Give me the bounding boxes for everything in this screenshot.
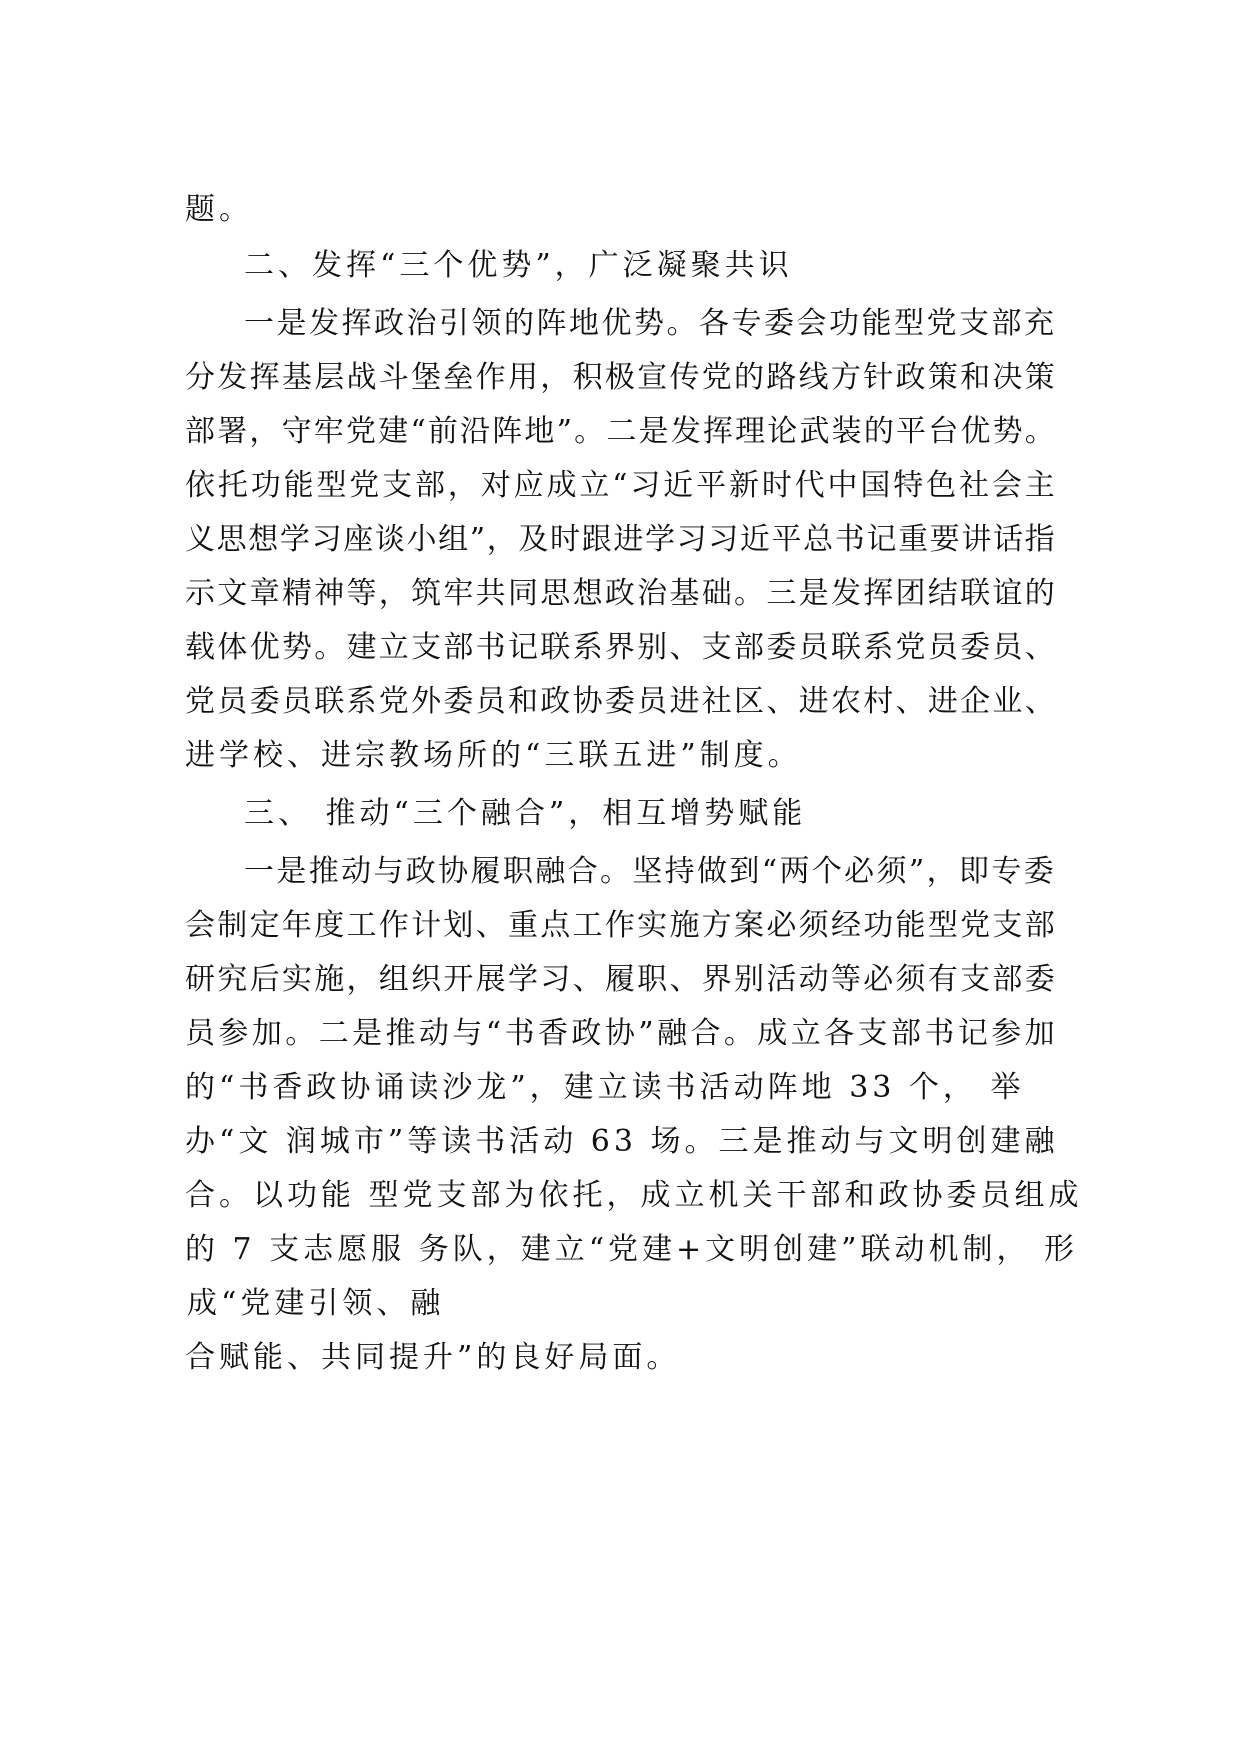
text-line: 党 员 委 员 联 系 党 外 委 员 和 政 协 委 员 进 社 区 、 进 农 村 、 进 企 业 、 xyxy=(185,684,1055,719)
text-line: 的“书香政协诵读沙龙”，建立读书活动阵地 33 个， 举 xyxy=(185,1070,1025,1105)
text-line: 研 究 后 实 施 ， 组 织 开 展 学 习 、 履 职 、 界 别 活 动 等 必 须 有 支 部 委 xyxy=(185,962,1055,997)
text-line: 分 发 挥 基 层 战 斗 堡 垒 作 用 ， 积 极 宣 传 党 的 路 线 方 针 政 策 和 决 策 xyxy=(185,360,1055,395)
text-line: 示 文 章 精 神 等 ， 筑 牢 共 同 思 想 政 治 基 础 。 三 是 发 挥 团 结 联 谊 的 xyxy=(185,576,1055,611)
text-line: 成“党建引领、融 xyxy=(187,1286,445,1321)
text-line: 会 制 定 年 度 工 作 计 划 、 重 点 工 作 实 施 方 案 必 须 经 功 能 型 党 支 部 xyxy=(185,908,1055,943)
text-line: 办“文 润城市”等读书活动 63 场。三是推动与文明创建融 xyxy=(185,1124,1059,1159)
text-line: 合赋能、共同提升”的良好局面。 xyxy=(185,1340,681,1375)
section-heading-three: 三、 推动“三个融合”，相互增势赋能 xyxy=(244,796,807,831)
text-line: 进学校、进宗教场所的“三联五进”制度。 xyxy=(185,738,802,773)
text-line: 的 7 支志愿服 务队，建立“党建+文明创建”联动机制， 形 xyxy=(185,1232,1079,1267)
text-line: 合。以功能 型党支部为依托，成立机关干部和政协委员组成 xyxy=(185,1178,1083,1213)
text-line: 一 是 推 动 与 政 协 履 职 融 合 。 坚 持 做 到 “ 两 个 必 须 ” ， 即 专 委 xyxy=(244,854,1054,889)
text-line: 依 托 功 能 型 党 支 部 ， 对 应 成 立 “ 习 近 平 新 时 代 中 国 特 色 社 会 主 xyxy=(185,468,1055,503)
text-line: 员 参 加 。 二 是 推 动 与 “ 书 香 政 协 ” 融 合 。 成 立 各 支 部 书 记 参 加 xyxy=(185,1016,1055,1051)
text-line: 一 是 发 挥 政 治 引 领 的 阵 地 优 势 。 各 专 委 会 功 能 型 党 支 部 充 xyxy=(244,306,1054,341)
section-heading-two: 二、发挥“三个优势”，广泛凝聚共识 xyxy=(244,248,793,283)
text-line: 义 思 想 学 习 座 谈 小 组 ” ， 及 时 跟 进 学 习 习 近 平 总 书 记 重 要 讲 话 指 xyxy=(185,522,1055,557)
text-line: 载 体 优 势 。 建 立 支 部 书 记 联 系 界 别 、 支 部 委 员 联 系 党 员 委 员 、 xyxy=(185,630,1055,665)
text-line: 部 署 ， 守 牢 党 建 “ 前 沿 阵 地 ” 。 二 是 发 挥 理 论 武 装 的 平 台 优 势 。 xyxy=(185,414,1055,449)
text-line: 题。 xyxy=(185,192,253,227)
